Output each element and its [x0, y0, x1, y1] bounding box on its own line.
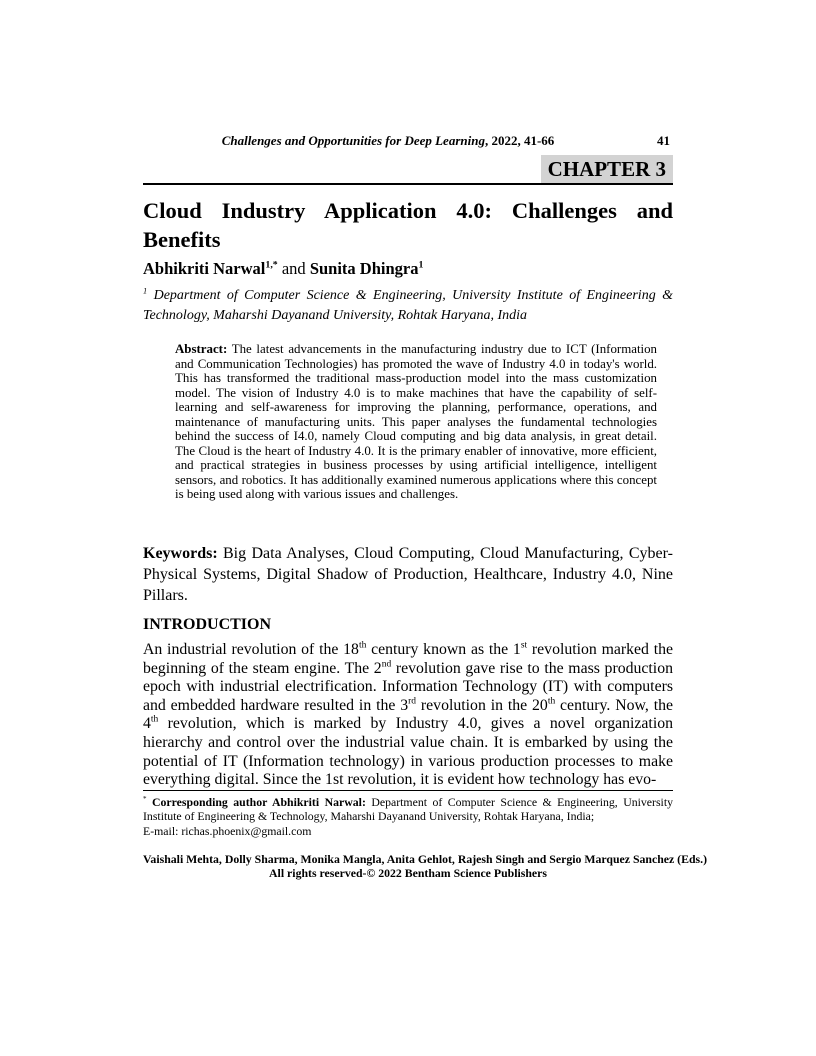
page-number: 41 — [657, 133, 670, 148]
chapter-title: Cloud Industry Application 4.0: Challenges and Benefits — [143, 198, 673, 252]
footnote-marker: * — [143, 795, 147, 804]
bottom-block — [143, 790, 708, 881]
book-title: Challenges and Opportunities for Deep Learning — [221, 133, 485, 148]
section-heading-introduction: INTRODUCTION — [143, 616, 272, 633]
footnote-rule — [143, 790, 673, 791]
chapter-badge: CHAPTER 3 — [541, 155, 673, 183]
chapter-row — [143, 155, 673, 185]
publisher-footer — [143, 851, 708, 881]
introduction-paragraph: An industrial revolution of the 18th century known as the 1st revolution marked the beginning of the steam engine. The 2nd revolution gave rise to the mass production epoch with industrial electrification. Information Technology (IT) with computers and embedded hardware resulted in the 3rd revolution in the 20th century. Now, the 4th revolution, which is marked by Industry 4.0, gives a novel organization hierarchy and control over the industrial value chain. It is embarked by using the potential of IT (Information technology) in various production processes to make everything digital. Since the 1st revolution, it is evident how technology has evo- — [143, 640, 673, 789]
affiliation — [143, 286, 673, 325]
author-2: Sunita Dhingra$^1$ — [309, 259, 424, 278]
author-1: Abhikriti Narwal$^{1,*}$ — [143, 259, 278, 278]
corresponding-author-footnote — [143, 795, 673, 838]
abstract — [175, 342, 657, 502]
running-header — [143, 133, 673, 149]
abstract-label: Abstract: — [175, 342, 228, 356]
affiliation-text: Department of Computer Science & Engineering, University Institute of Engineering & Technology, Maharshi Dayanand University, Rohtak Haryana, India — [143, 288, 673, 323]
author-1-superscript: 1,* — [265, 259, 278, 271]
footnote-text: Department of Computer Science & Engineering, University Institute of Engineering & Technology, Maharshi Dayanand University, Rohtak Haryana, India; — [143, 795, 673, 824]
editors-line: Vaishali Mehta, Dolly Sharma, Monika Mangla, Anita Gehlot, Rajesh Singh and Sergio Marquez Sanchez (Eds.) — [143, 851, 708, 866]
authors-connector: and — [277, 259, 310, 278]
book-reference — [143, 133, 673, 149]
keywords-text: Big Data Analyses, Cloud Computing, Cloud Manufacturing, Cyber-Physical Systems, Digital Shadow of Production, Healthcare, Industry 4.0, Nine Pillars. — [143, 545, 673, 604]
keywords — [143, 543, 673, 606]
footnote-email: E-mail: richas.phoenix@gmail.com — [143, 823, 312, 838]
rights-line: All rights reserved-© 2022 Bentham Science Publishers — [269, 866, 547, 881]
book-meta: , 2022, 41-66 — [484, 133, 555, 148]
keywords-label: Keywords: — [143, 545, 218, 562]
abstract-text: The latest advancements in the manufacturing industry due to ICT (Information and Communication Technologies) has promoted the wave of Industry 4.0 in today's world. This has transformed the traditional mass-production model into the mass customization model. The vision of Industry 4.0 is to make machines that have the capability of self-learning and self-awareness for improving the planning, performance, operations, and maintenance of manufacturing units. This paper analyses the fundamental technologies behind the success of I4.0, namely Cloud computing and big data analysis, in great detail. The Cloud is the heart of Industry 4.0. It is the primary enabler of innovative, more efficient, and practical strategies in business processes by using artificial intelligence, intelligent sensors, and robotics. It has additionally examined numerous applications where this concept is being used along with various issues and challenges. — [175, 342, 657, 501]
footnote-label: Corresponding author Abhikriti Narwal: — [146, 795, 372, 809]
authors-line — [143, 259, 673, 279]
author-2-superscript: 1 — [418, 259, 424, 271]
affiliation-superscript: 1 — [143, 286, 148, 296]
